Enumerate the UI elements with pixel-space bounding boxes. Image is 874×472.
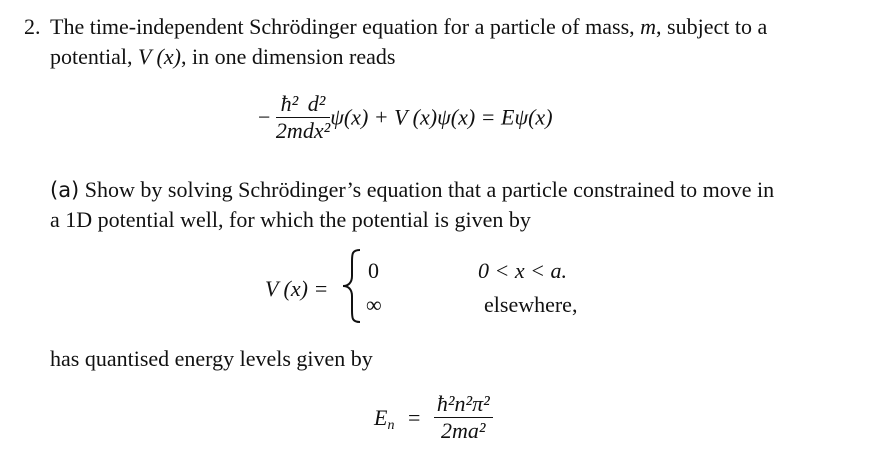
eq-remainder: ψ(x) + V (x)ψ(x) = Eψ(x) [330,104,553,130]
two-m: 2m [275,118,303,143]
energy-denominator: 2ma² [441,418,486,443]
dx-squared: dx² [302,118,331,143]
energy-subscript: n [387,417,395,433]
part-a-line-3: has quantised energy levels given by [50,346,373,371]
hbar-over-2m-fraction [276,92,303,143]
second-derivative-fraction [303,92,330,143]
piecewise-brace [340,248,366,324]
mass-symbol: m [640,14,657,39]
schrodinger-equation [258,92,553,143]
energy-fraction [434,392,493,443]
energy-e: E [374,404,388,430]
part-a-line-2: a 1D potential well, for which the potential is given by [50,207,531,232]
case-1-value: 0 [368,258,379,283]
energy-equals: = [407,404,421,430]
intro-text-1b: , subject to a [656,14,768,39]
intro-text-1a: The time-independent Schrödinger equation for a particle of mass, [50,14,641,39]
intro-text-2b: , in one dimension reads [180,44,396,69]
potential-lhs: V (x) = [265,276,329,301]
intro-line-2 [50,42,395,72]
case-2-value: ∞ [366,292,382,317]
case-2-condition: elsewhere, [484,292,578,317]
part-a-label: (a) [50,178,80,202]
intro-line-1 [50,12,767,42]
energy-symbol [374,404,395,433]
brace-icon [340,248,366,324]
problem-number: 2. [24,14,41,39]
potential-symbol: V (x) [137,44,181,69]
case-1-condition: 0 < x < a. [478,258,567,283]
hbar-squared: ħ² [276,92,303,118]
eq-minus: − [258,104,271,130]
energy-numerator: ħ²n²π² [434,392,493,418]
part-a-text-1: Show by solving Schrödinger’s equation that a particle constrained to move in [84,177,775,202]
part-a-line-1 [50,175,774,205]
d-squared: d² [303,92,330,118]
intro-text-2a: potential, [50,44,138,69]
energy-equation [374,392,493,443]
